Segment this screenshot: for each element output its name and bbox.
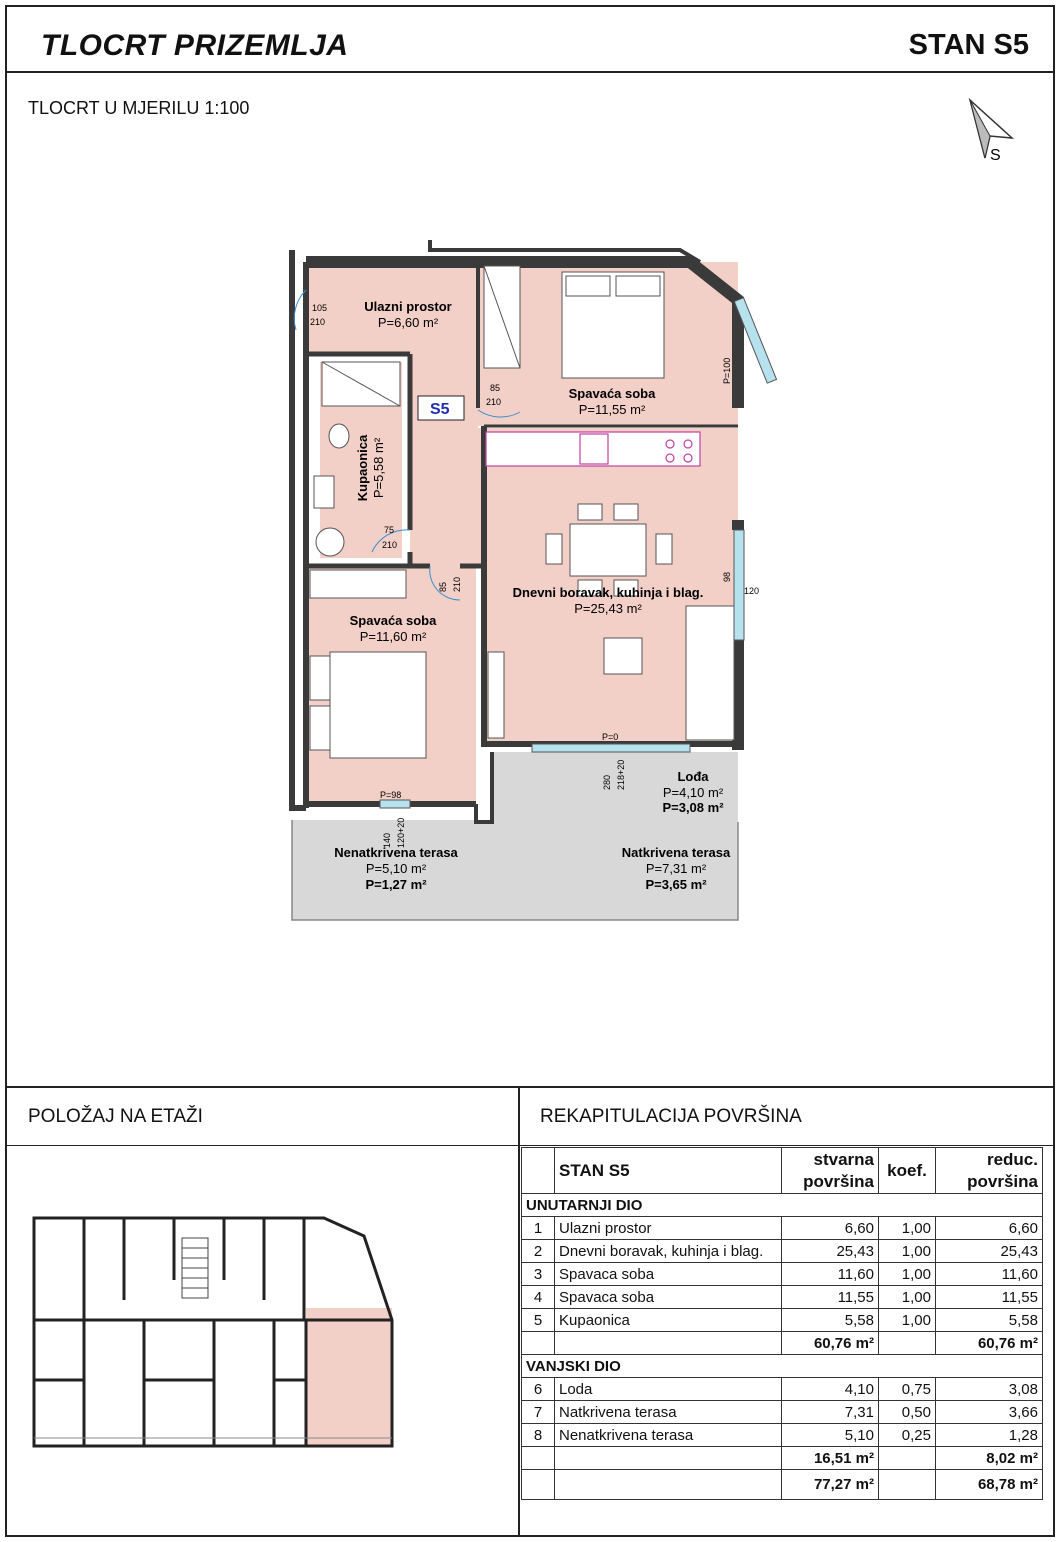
room-area2-covered-terrace: P=3,65 m² bbox=[645, 877, 707, 892]
table-cell bbox=[522, 1447, 555, 1470]
table-cell bbox=[555, 1332, 782, 1355]
north-arrow-icon bbox=[970, 100, 1012, 164]
grand-total-row bbox=[522, 1470, 1043, 1500]
row-reduced: 1,28 bbox=[936, 1424, 1043, 1447]
row-actual: 11,60 bbox=[782, 1263, 879, 1286]
table-row bbox=[522, 1309, 1043, 1332]
room-area-bedroom-1: P=11,55 m² bbox=[578, 402, 646, 417]
section-row bbox=[522, 1194, 1043, 1217]
row-reduced: 11,55 bbox=[936, 1286, 1043, 1309]
room-name-loggia: Lođa bbox=[677, 769, 709, 784]
room-name-bedroom-2: Spavaća soba bbox=[349, 613, 437, 628]
row-coef: 0,50 bbox=[879, 1401, 936, 1424]
row-actual: 5,10 bbox=[782, 1424, 879, 1447]
room-name-covered-terrace: Natkrivena terasa bbox=[621, 845, 731, 860]
row-coef: 1,00 bbox=[879, 1263, 936, 1286]
dim-label: 120+20 bbox=[396, 817, 406, 848]
table-row bbox=[522, 1263, 1043, 1286]
subtotal-row bbox=[522, 1447, 1043, 1470]
room-area2-open-terrace: P=1,27 m² bbox=[365, 877, 427, 892]
row-number: 7 bbox=[522, 1401, 555, 1424]
section-label-inner: UNUTARNJI DIO bbox=[522, 1194, 1043, 1217]
row-coef: 1,00 bbox=[879, 1217, 936, 1240]
kitchen-counter bbox=[486, 432, 700, 466]
row-number: 2 bbox=[522, 1240, 555, 1263]
row-name: Nenatkrivena terasa bbox=[555, 1424, 782, 1447]
dim-label: 210 bbox=[382, 540, 398, 550]
inner-total-actual: 60,76 m² bbox=[782, 1332, 879, 1355]
row-name: Loda bbox=[555, 1378, 782, 1401]
row-actual: 25,43 bbox=[782, 1240, 879, 1263]
table-header-actual bbox=[782, 1148, 879, 1194]
header-line: stvarna bbox=[813, 1149, 874, 1169]
grand-total-reduced: 68,78 m² bbox=[936, 1470, 1043, 1500]
row-actual: 7,31 bbox=[782, 1401, 879, 1424]
room-name-living: Dnevni boravak, kuhinja i blag. bbox=[512, 585, 704, 600]
room-area-entrance: P=6,60 m² bbox=[377, 315, 439, 330]
dim-label: 75 bbox=[384, 525, 395, 535]
row-reduced: 5,58 bbox=[936, 1309, 1043, 1332]
room-area-open-terrace: P=5,10 m² bbox=[365, 861, 427, 876]
row-coef: 1,00 bbox=[879, 1286, 936, 1309]
table-cell bbox=[555, 1447, 782, 1470]
dim-label: P=98 bbox=[380, 790, 402, 800]
row-coef: 0,75 bbox=[879, 1378, 936, 1401]
scale-label: TLOCRT U MJERILU 1:100 bbox=[28, 98, 250, 118]
section-row bbox=[522, 1355, 1043, 1378]
room-area-covered-terrace: P=7,31 m² bbox=[645, 861, 707, 876]
row-reduced: 3,66 bbox=[936, 1401, 1043, 1424]
row-name: Spavaca soba bbox=[555, 1286, 782, 1309]
table-row bbox=[522, 1378, 1043, 1401]
row-number: 8 bbox=[522, 1424, 555, 1447]
row-name: Kupaonica bbox=[555, 1309, 782, 1332]
table-cell bbox=[879, 1470, 936, 1500]
row-number: 5 bbox=[522, 1309, 555, 1332]
row-coef: 1,00 bbox=[879, 1240, 936, 1263]
dim-label: 210 bbox=[486, 397, 502, 407]
header-line: reduc. bbox=[986, 1149, 1038, 1169]
recap-title: REKAPITULACIJA POVRŠINA bbox=[540, 1106, 802, 1127]
subtotal-row bbox=[522, 1332, 1043, 1355]
room-area2-loggia: P=3,08 m² bbox=[662, 800, 724, 815]
header-line: površina bbox=[803, 1171, 874, 1191]
row-number: 1 bbox=[522, 1217, 555, 1240]
outer-total-actual: 16,51 m² bbox=[782, 1447, 879, 1470]
table-cell bbox=[879, 1447, 936, 1470]
table-header-reduced bbox=[936, 1148, 1043, 1194]
inner-total-reduced: 60,76 m² bbox=[936, 1332, 1043, 1355]
unit-tag: S5 bbox=[430, 401, 450, 418]
table-cell bbox=[522, 1470, 555, 1500]
table-cell bbox=[879, 1332, 936, 1355]
row-reduced: 6,60 bbox=[936, 1217, 1043, 1240]
row-name: Natkrivena terasa bbox=[555, 1401, 782, 1424]
table-row bbox=[522, 1424, 1043, 1447]
dim-label: 210 bbox=[452, 576, 462, 592]
dim-label: 280 bbox=[602, 774, 612, 790]
page-title: TLOCRT PRIZEMLJA bbox=[41, 29, 349, 62]
row-name: Dnevni boravak, kuhinja i blag. bbox=[555, 1240, 782, 1263]
table-row bbox=[522, 1401, 1043, 1424]
row-coef: 0,25 bbox=[879, 1424, 936, 1447]
dim-label: 98 bbox=[722, 571, 732, 582]
dim-label: 105 bbox=[312, 303, 328, 313]
room-name-bathroom: Kupaonica bbox=[355, 434, 370, 502]
row-actual: 11,55 bbox=[782, 1286, 879, 1309]
outer-total-reduced: 8,02 m² bbox=[936, 1447, 1043, 1470]
row-actual: 6,60 bbox=[782, 1217, 879, 1240]
room-name-open-terrace: Nenatkrivena terasa bbox=[334, 845, 458, 860]
unit-title: STAN S5 bbox=[908, 29, 1029, 61]
dim-label: 210 bbox=[310, 317, 326, 327]
room-name-bedroom-1: Spavaća soba bbox=[568, 386, 656, 401]
position-title: POLOŽAJ NA ETAŽI bbox=[28, 1106, 203, 1127]
table-cell bbox=[522, 1332, 555, 1355]
recap-table bbox=[521, 1147, 1043, 1500]
recap-header-row bbox=[522, 1148, 1043, 1194]
table-header-coef: koef. bbox=[879, 1148, 936, 1194]
row-reduced: 25,43 bbox=[936, 1240, 1043, 1263]
row-actual: 4,10 bbox=[782, 1378, 879, 1401]
dim-label: P=0 bbox=[602, 732, 619, 742]
dim-label: 140 bbox=[382, 832, 392, 848]
section-label-outer: VANJSKI DIO bbox=[522, 1355, 1043, 1378]
row-number: 6 bbox=[522, 1378, 555, 1401]
row-reduced: 3,08 bbox=[936, 1378, 1043, 1401]
room-area-bathroom: P=5,58 m² bbox=[371, 437, 386, 499]
row-name: Ulazni prostor bbox=[555, 1217, 782, 1240]
room-area-loggia: P=4,10 m² bbox=[662, 785, 724, 800]
room-area-living: P=25,43 m² bbox=[574, 601, 642, 616]
dim-label: 85 bbox=[438, 581, 448, 592]
section-divider bbox=[518, 1086, 520, 1537]
table-header-unit: STAN S5 bbox=[555, 1148, 782, 1194]
dim-label: 85 bbox=[490, 383, 501, 393]
row-number: 4 bbox=[522, 1286, 555, 1309]
room-name-entrance: Ulazni prostor bbox=[364, 299, 452, 314]
table-cell bbox=[522, 1148, 555, 1194]
north-label: S bbox=[990, 147, 1001, 164]
table-row bbox=[522, 1286, 1043, 1309]
grand-total-actual: 77,27 m² bbox=[782, 1470, 879, 1500]
table-row bbox=[522, 1240, 1043, 1263]
row-coef: 1,00 bbox=[879, 1309, 936, 1332]
key-plan bbox=[24, 1210, 404, 1450]
room-area-bedroom-2: P=11,60 m² bbox=[359, 629, 427, 644]
dim-label: 218+20 bbox=[616, 759, 626, 790]
row-reduced: 11,60 bbox=[936, 1263, 1043, 1286]
header-line: površina bbox=[967, 1171, 1038, 1191]
row-name: Spavaca soba bbox=[555, 1263, 782, 1286]
dim-label: P=100 bbox=[722, 357, 732, 384]
row-number: 3 bbox=[522, 1263, 555, 1286]
table-cell bbox=[555, 1470, 782, 1500]
section-divider bbox=[5, 1145, 1055, 1146]
table-row bbox=[522, 1217, 1043, 1240]
row-actual: 5,58 bbox=[782, 1309, 879, 1332]
section-divider bbox=[5, 1086, 1055, 1088]
dim-label: 120 bbox=[744, 586, 760, 596]
